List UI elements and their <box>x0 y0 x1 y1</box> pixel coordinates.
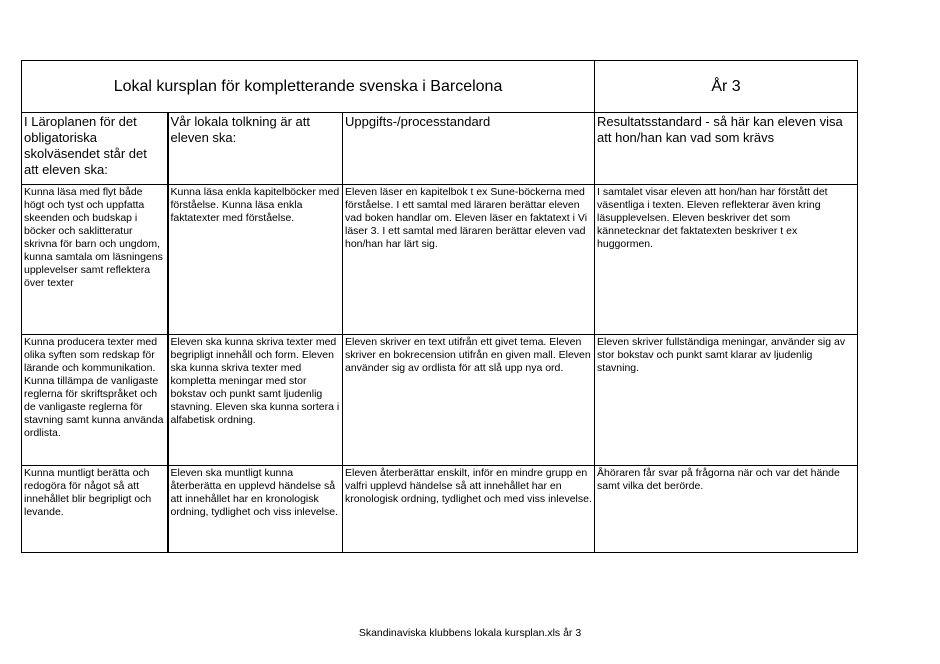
cell-local-interpretation: Eleven ska muntligt kunna återberätta en upplevd händelse så att innehållet har en kronologisk ordning, tydlighet och viss inlevelse. <box>168 466 343 553</box>
header-task-standard: Uppgifts-/processtandard <box>343 113 595 185</box>
title-row <box>22 61 858 113</box>
header-row <box>22 113 858 185</box>
cell-task-standard: Eleven återberättar enskilt, inför en mindre grupp en valfri upplevd händelse så att innehållet har en kronologisk ordning, tydlighet och med viss inlevelse. <box>343 466 595 553</box>
cell-local-interpretation: Eleven ska kunna skriva texter med begripligt innehåll och form. Eleven ska kunna skriva texter med kompletta meningar med stor bokstav och punkt samt ljudenlig stavning. Eleven ska kunna sortera i alfabetisk ordning. <box>168 335 343 466</box>
cell-task-standard: Eleven läser en kapitelbok t ex Sune-böckerna med förståelse. I ett samtal med läraren berättar eleven vad boken handlar om. Eleven läser en faktatext i Vi läser 3. I ett samtal med läraren berättar eleven vad hon/han har lärt sig. <box>343 185 595 335</box>
cell-curriculum: Kunna muntligt berätta och redogöra för något så att innehållet blir begripligt och levande. <box>22 466 168 553</box>
cell-result-standard: Eleven skriver fullständiga meningar, använder sig av stor bokstav och punkt samt klarar av ljudenlig stavning. <box>595 335 858 466</box>
header-curriculum: I Läroplanen för det obligatoriska skolväsendet står det att eleven ska: <box>22 113 168 185</box>
table-row <box>22 335 858 466</box>
table-row <box>22 466 858 553</box>
cell-curriculum: Kunna läsa med flyt både högt och tyst och uppfatta skeenden och budskap i böcker och saklitteratur skrivna för barn och ungdom, kunna samtala om läsningens upplevelser samt reflektera över texter <box>22 185 168 335</box>
cell-result-standard: I samtalet visar eleven att hon/han har förstått det väsentliga i texten. Eleven reflekterar även kring läsupplevelsen. Eleven beskriver det som kännetecknar det faktatexten beskriver t ex huggormen. <box>595 185 858 335</box>
curriculum-table <box>21 60 858 553</box>
page-footer: Skandinaviska klubbens lokala kursplan.xls år 3 <box>358 627 582 639</box>
cell-curriculum: Kunna producera texter med olika syften som redskap för lärande och kommunikation. Kunna tillämpa de vanligaste reglerna för skriftspråket och de vanligaste reglerna för stavning samt kunna använda ordlista. <box>22 335 168 466</box>
header-local-interpretation: Vår lokala tolkning är att eleven ska: <box>168 113 343 185</box>
cell-local-interpretation: Kunna läsa enkla kapitelböcker med förståelse. Kunna läsa enkla faktatexter med förståelse. <box>168 185 343 335</box>
table-row <box>22 185 858 335</box>
document-title: Lokal kursplan för kompletterande svenska i Barcelona <box>22 61 595 113</box>
year-label: År 3 <box>595 61 858 113</box>
cell-task-standard: Eleven skriver en text utifrån ett givet tema. Eleven skriver en bokrecension utifrån en given mall. Eleven använder sig av ordlista för att slå upp nya ord. <box>343 335 595 466</box>
header-result-standard: Resultatsstandard - så här kan eleven visa att hon/han kan vad som krävs <box>595 113 858 185</box>
cell-result-standard: Åhöraren får svar på frågorna när och var det hände samt vilka det berörde. <box>595 466 858 553</box>
